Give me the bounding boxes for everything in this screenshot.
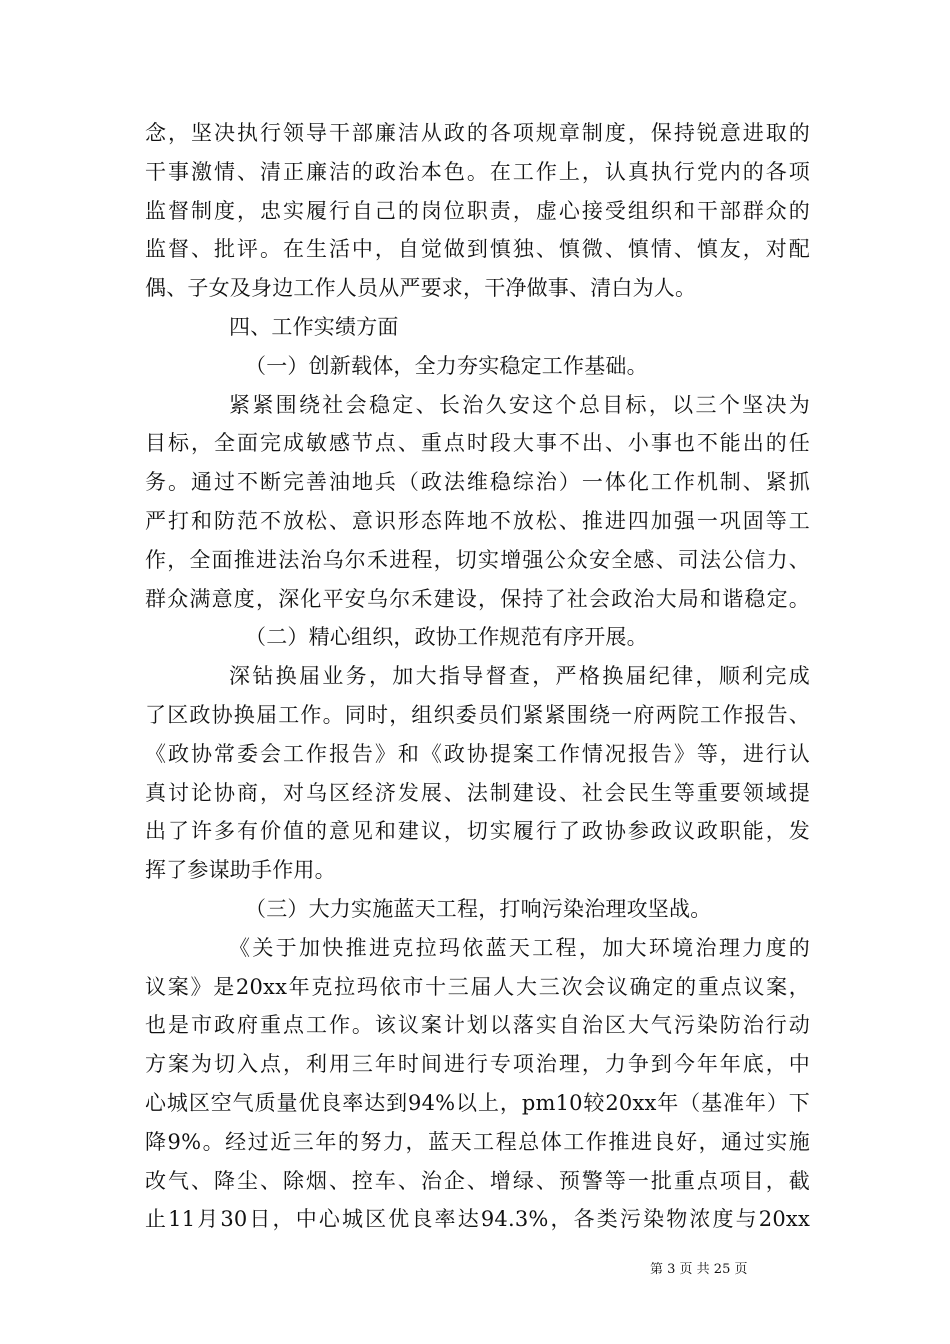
- text-line: 挥了参谋助手作用。: [145, 858, 336, 883]
- text-line: 紧紧围绕社会稳定、长治久安这个总目标，以三个坚决为: [229, 392, 810, 417]
- page-number: 第 3 页 共 25 页: [650, 1262, 748, 1277]
- text-line: 真讨论协商，对乌区经济发展、法制建设、社会民生等重要领域提: [145, 780, 810, 805]
- text-line: 也是市政府重点工作。该议案计划以落实自治区大气污染防治行动: [145, 1013, 810, 1038]
- text-line: 了区政协换届工作。同时，组织委员们紧紧围绕一府两院工作报告、: [145, 702, 810, 727]
- text-line: 偶、子女及身边工作人员从严要求，干净做事、清白为人。: [145, 276, 697, 301]
- text-line: 方案为切入点，利用三年时间进行专项治理，力争到今年年底，中: [145, 1052, 810, 1077]
- text-line: 干事激情、清正廉洁的政治本色。在工作上，认真执行党内的各项: [145, 159, 810, 184]
- text-line: 心城区空气质量优良率达到94%以上，pm10较20xx年（基准年）下: [145, 1090, 810, 1115]
- text-line: 改气、降尘、除烟、控车、治企、增绿、预警等一批重点项目，截: [145, 1168, 810, 1193]
- subsection-heading: （一）创新载体，全力夯实稳定工作基础。: [245, 353, 648, 378]
- text-line: 出了许多有价值的意见和建议，切实履行了政协参政议政职能，发: [145, 819, 810, 844]
- text-line: 降9%。经过近三年的努力，蓝天工程总体工作推进良好，通过实施: [145, 1129, 810, 1154]
- text-line: 目标，全面完成敏感节点、重点时段大事不出、小事也不能出的任: [145, 431, 810, 456]
- text-line: 《政协常委会工作报告》和《政协提案工作情况报告》等，进行认: [145, 741, 810, 766]
- text-line: 监督制度，忠实履行自己的岗位职责，虚心接受组织和干部群众的: [145, 198, 810, 223]
- text-line: 监督、批评。在生活中，自觉做到慎独、慎微、慎情、慎友，对配: [145, 237, 810, 262]
- text-line: 议案》是20xx年克拉玛依市十三届人大三次会议确定的重点议案，: [145, 974, 810, 999]
- text-line: 务。通过不断完善油地兵（政法维稳综治）一体化工作机制、紧抓: [145, 470, 810, 495]
- text-line: 严打和防范不放松、意识形态阵地不放松、推进四加强一巩固等工: [145, 508, 810, 533]
- text-line: 作，全面推进法治乌尔禾进程，切实增强公众安全感、司法公信力、: [145, 547, 810, 572]
- text-line: 止11月30日，中心城区优良率达94.3%，各类污染物浓度与20xx: [145, 1207, 810, 1232]
- subsection-heading: （二）精心组织，政协工作规范有序开展。: [245, 625, 648, 650]
- text-line: 群众满意度，深化平安乌尔禾建设，保持了社会政治大局和谐稳定。: [145, 586, 810, 611]
- text-line: 念，坚决执行领导干部廉洁从政的各项规章制度，保持锐意进取的: [145, 121, 810, 145]
- subsection-heading: （三）大力实施蓝天工程，打响污染治理攻坚战。: [245, 896, 712, 921]
- text-line: 深钻换届业务，加大指导督查，严格换届纪律，顺利完成: [229, 664, 810, 689]
- text-line: 《关于加快推进克拉玛依蓝天工程，加大环境治理力度的: [229, 935, 810, 960]
- section-heading: 四、工作实绩方面: [229, 314, 399, 339]
- document-body: [145, 114, 810, 1239]
